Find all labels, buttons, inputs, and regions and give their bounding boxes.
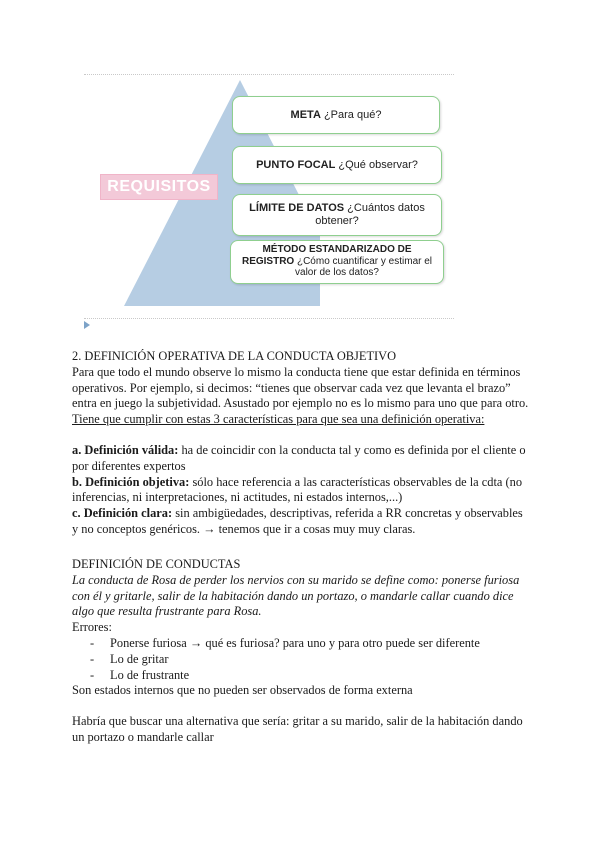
meta-box [232, 96, 440, 134]
section-2 [72, 349, 532, 538]
meta-title: META [290, 109, 321, 121]
section-3-heading: DEFINICIÓN DE CONDUCTAS [72, 557, 241, 571]
definition-valid [72, 443, 532, 475]
bottom-divider [84, 318, 454, 319]
list-item [72, 636, 532, 652]
definition-objective-text: sólo hace referencia a las características observables de la cdta (no inferencias, ni interpretaciones, ni actitudes, ni estados internos,...) [72, 474, 523, 505]
dash-bullet: - [90, 651, 95, 666]
error-text: Lo de frustrante [110, 667, 190, 682]
requisitos-label: REQUISITOS [100, 174, 218, 200]
punto-focal-question: ¿Qué observar? [335, 159, 418, 171]
definition-objective-label: b. Definición objetiva: [72, 474, 190, 489]
definition-valid-text: ha de coincidir con la conducta tal y como es definida por el cliente o por diferentes expertos [72, 442, 526, 473]
triangle-marker-icon [84, 321, 90, 329]
section-2-heading: 2. DEFINICIÓN OPERATIVA DE LA CONDUCTA OBJETIVO [72, 349, 397, 363]
punto-focal-title: PUNTO FOCAL [256, 159, 336, 171]
metodo-box [230, 240, 444, 284]
punto-focal-box [232, 146, 442, 184]
top-divider [84, 74, 454, 75]
error-text: Ponerse furiosa → qué es furiosa? para uno y para otro puede ser diferente [110, 635, 480, 650]
list-item [72, 652, 532, 668]
limite-datos-title: LÍMITE DE DATOS [249, 202, 345, 214]
section-2-intro: Para que todo el mundo observe lo mismo la conducta tiene que estar definida en términos operativos. Por ejemplo, si decimos: “tienes que observar cada vez que levanta el brazo” entra en juego la subjetividad. Asustado por ejemplo no es lo mismo para uno que para otro. [72, 364, 529, 411]
errors-list [72, 636, 532, 683]
section-3 [72, 557, 532, 746]
definition-clear [72, 506, 532, 538]
meta-question: ¿Para qué? [320, 109, 382, 121]
dash-bullet: - [90, 635, 95, 650]
metodo-title: MÉTODO ESTANDARIZADO DE REGISTRO [241, 244, 412, 267]
definition-objective [72, 475, 532, 507]
alternative-text: Habría que buscar una alternativa que sería: gritar a su marido, salir de la habitación dando un portazo o mandarle callar [72, 714, 523, 744]
limite-datos-box [232, 194, 442, 236]
spacer [72, 428, 532, 443]
errors-label: Errores: [72, 620, 112, 635]
error-text: Lo de gritar [110, 651, 169, 666]
internal-states-note: Son estados internos que no pueden ser observados de forma externa [72, 683, 413, 698]
spacer [72, 699, 532, 714]
metodo-question: ¿Cómo cuantificar y estimar el valor de los datos? [294, 255, 433, 278]
definition-valid-label: a. Definición válida: [72, 442, 179, 457]
definition-clear-text: sin ambigüedades, descriptivas, referida a RR concretas y observables y no conceptos genéricos. → tenemos que ir a cosas muy muy claras. [72, 506, 523, 536]
section-2-requirements: Tiene que cumplir con estas 3 características para que sea una definición operativa: [72, 412, 485, 427]
limite-datos-question: ¿Cuántos datos obtener? [315, 202, 425, 227]
dash-bullet: - [90, 667, 95, 682]
definition-clear-label: c. Definición clara: [72, 506, 173, 521]
section-3-example: La conducta de Rosa de perder los nervios con su marido se define como: ponerse furiosa con él y gritarle, salir de la habitación dando un portazo, o mandarle callar cuando dice algo que resulta frustrante para Rosa. [72, 572, 520, 619]
list-item [72, 668, 532, 684]
